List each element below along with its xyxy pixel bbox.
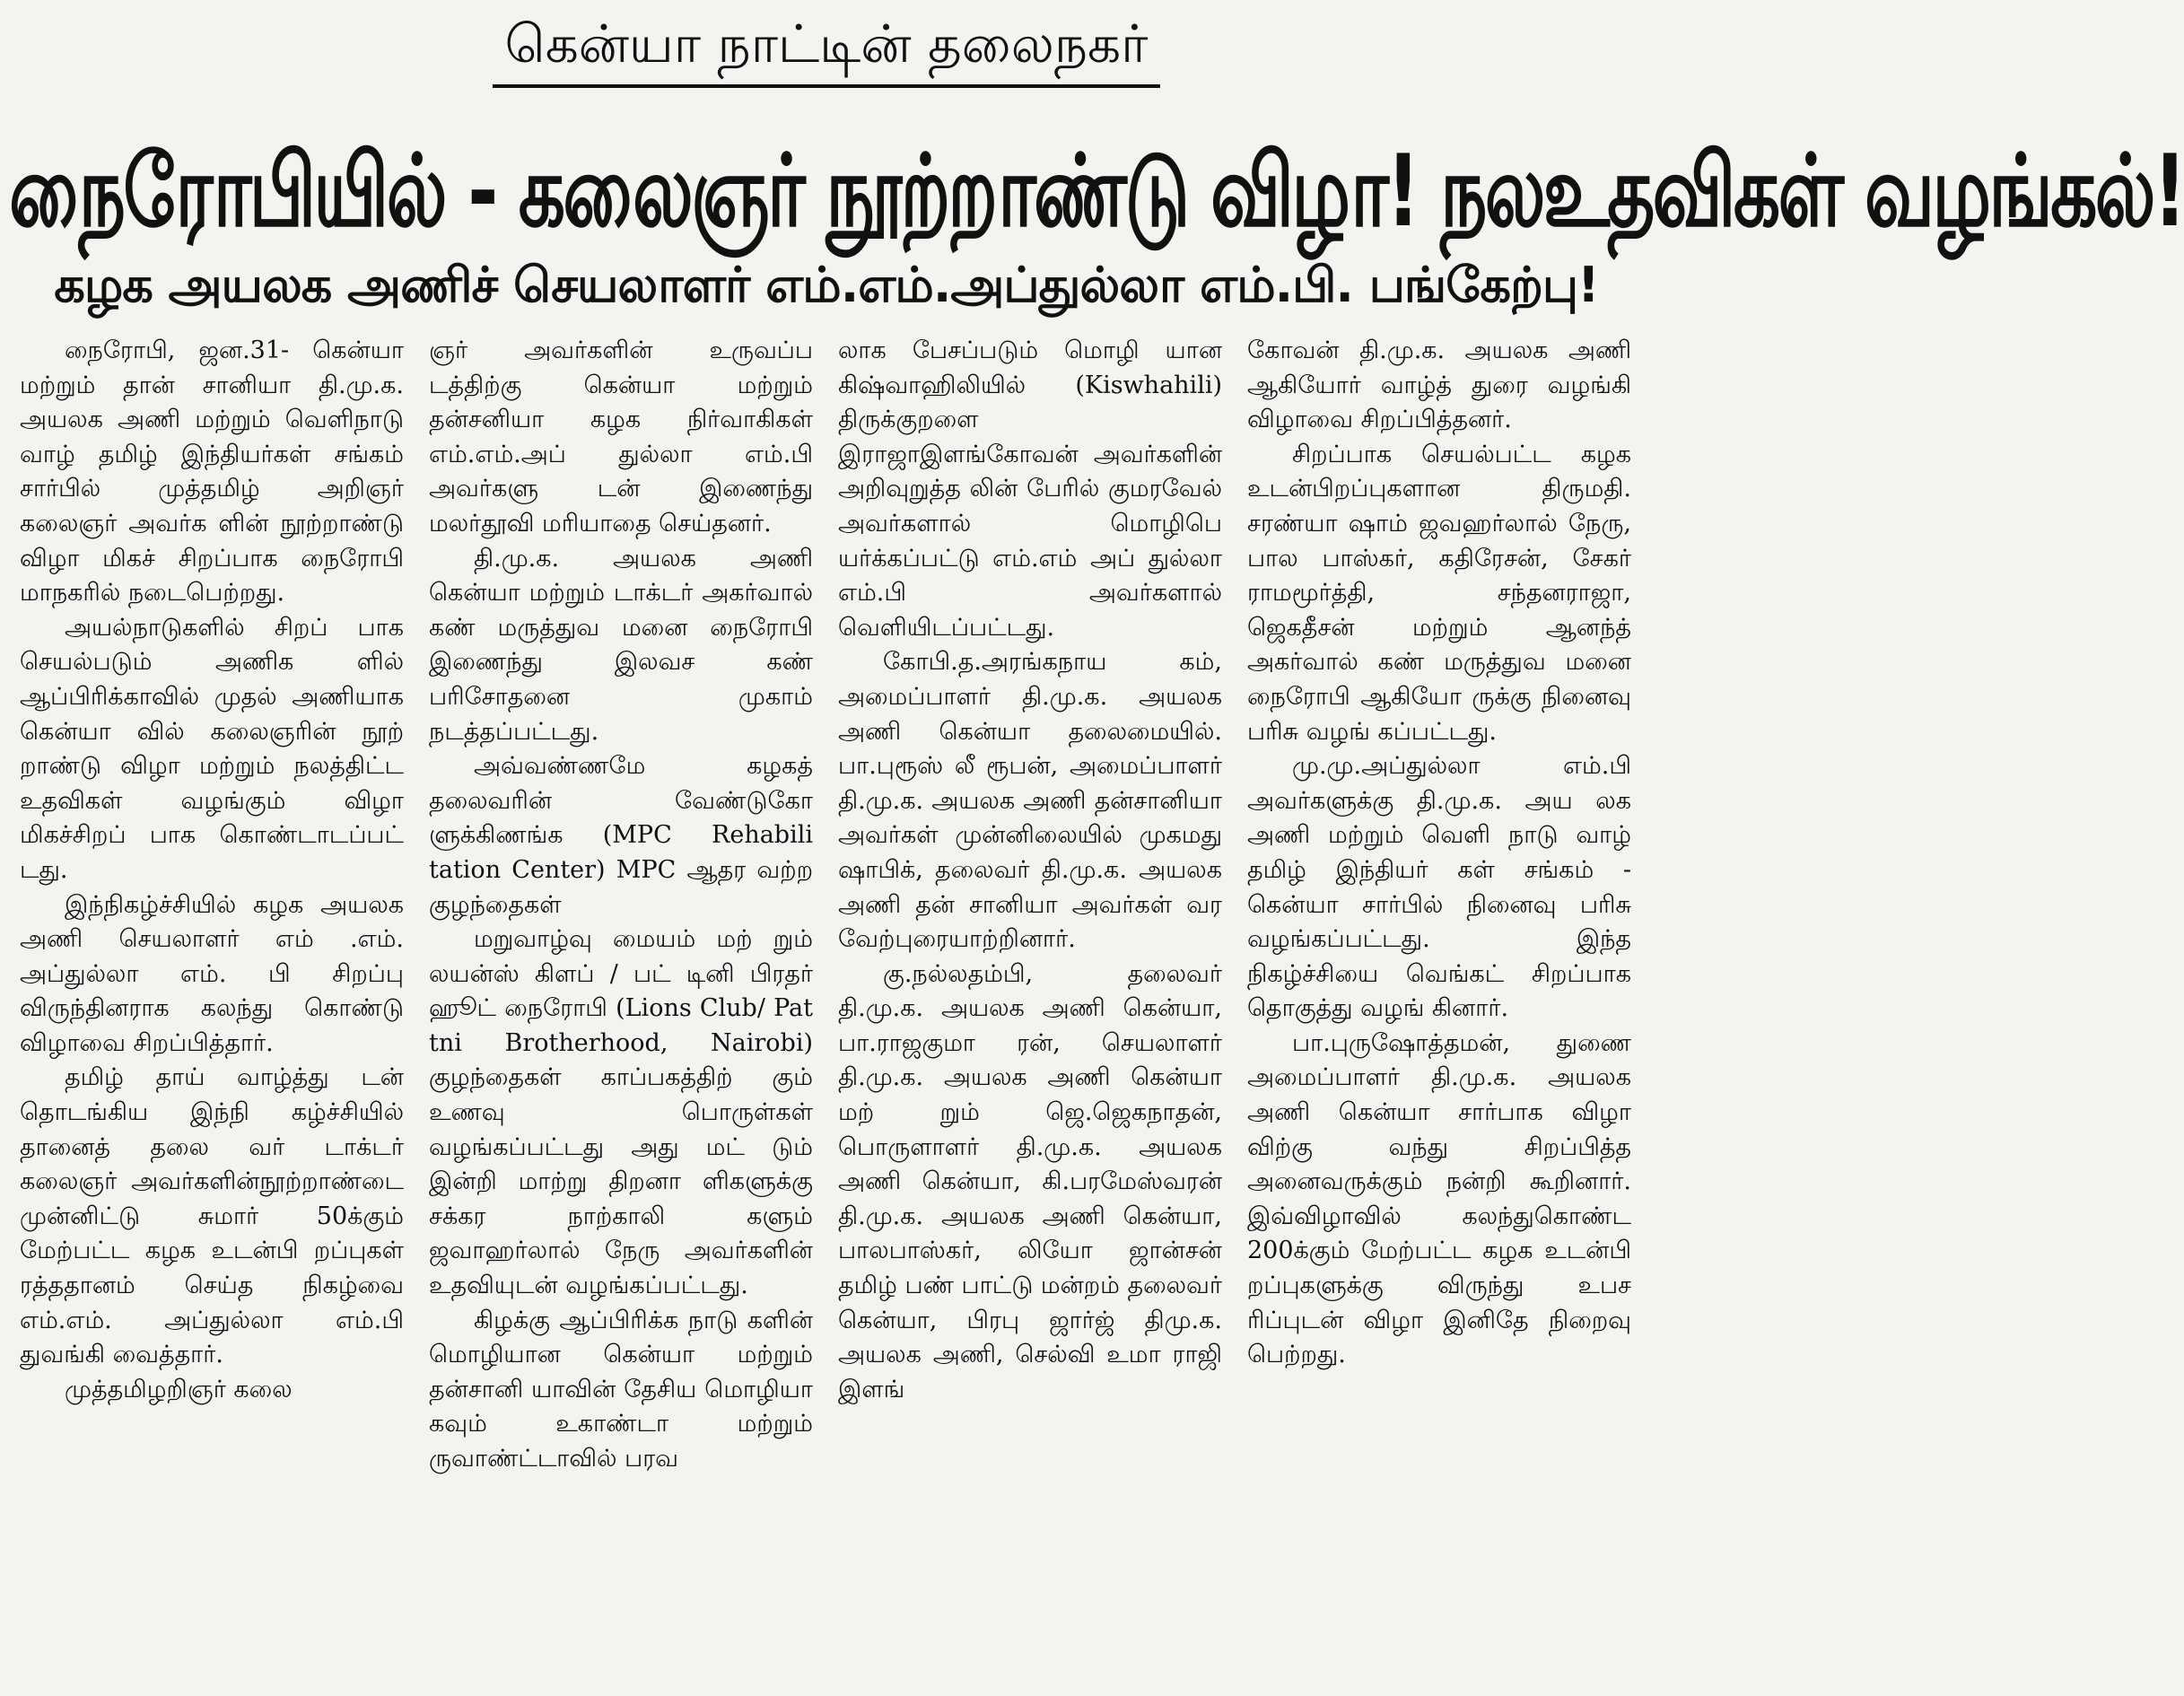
column-4 [1235, 334, 1644, 1689]
paragraph: நைரோபி, ஜன.31- கென்யா மற்றும் தான் சானியா தி.மு.க. அயலக அணி மற்றும் வெளிநாடு வாழ் தமிழ் இந்தியர்கள் சங்கம் சார்பில் முத்தமிழ் அறிஞர் கலைஞர் அவர்க ளின் நூற்றாண்டு விழா மிகச் சிறப்பாக நைரோபி மாநகரில் நடைபெற்றது. [20, 337, 404, 608]
column-3 [826, 334, 1235, 1689]
paragraph: கிழக்கு ஆப்பிரிக்க நாடு களின் மொழியான கென்யா மற்றும் தன்சானி யாவின் தேசிய மொழியா கவும் உகாண்டா மற்றும் ருவாண்ட்டாவில் பரவ [429, 1306, 813, 1473]
paragraph: கோவன் தி.மு.க. அயலக அணி ஆகியோர் வாழ்த் துரை வழங்கி விழாவை சிறப்பித்தனர். [1247, 337, 1631, 434]
paragraph: மறுவாழ்வு மையம் மற் றும் லயன்ஸ் கிளப் / பட் டினி பிரதர் ஹூட் நைரோபி (Lions Club/ Pat tni Brotherhood, Nairobi) குழந்தைகள் காப்பகத்திற் கும் உணவு பொருள்கள் வழங்கப்பட்டது அது மட் டும் இன்றி மாற்று திறனா ளிகளுக்கு சக்கர நாற்காலி களும் ஜவாஹர்லால் நேரு அவர்களின் உதவியுடன் வழங்கப்பட்டது. [429, 925, 813, 1300]
kicker: கென்யா நாட்டின் தலைநகர் [493, 13, 1161, 88]
paragraph: சிறப்பாக செயல்பட்ட கழக உடன்பிறப்புகளான திருமதி. சரண்யா ஷாம் ஜவஹர்லால் நேரு, பால பாஸ்கர், கதிரேசன், சேகர் ராமமூர்த்தி, சந்தனராஜா, ஜெகதீசன் மற்றும் ஆனந்த் அகர்வால் கண் மருத்துவ மனை நைரோபி ஆகியோ ருக்கு நினைவு பரிசு வழங் கப்பட்டது. [1247, 440, 1631, 746]
paragraph: தமிழ் தாய் வாழ்த்து டன் தொடங்கிய இந்நி கழ்ச்சியில் தானைத் தலை வர் டாக்டர் கலைஞர் அவர்களின்நூற்றாண்டை முன்னிட்டு சுமார் 50க்கும் மேற்பட்ட கழக உடன்பி றப்புகள் ரத்ததானம் செய்த நிகழ்வை எம்.எம். அப்துல்லா எம்.பி துவங்கி வைத்தார். [20, 1063, 404, 1369]
paragraph: அயல்நாடுகளில் சிறப் பாக செயல்படும் அணிக ளில் ஆப்பிரிக்காவில் முதல் அணியாக கென்யா வில் கலைஞரின் நூற் றாண்டு விழா மற்றும் நலத்திட்ட உதவிகள் வழங்கும் விழா மிகச்சிறப் பாக கொண்டாடப்பட் டது. [20, 613, 404, 884]
paragraph: ஞர் அவர்களின் உருவப்ப டத்திற்கு கென்யா மற்றும் தன்சனியா கழக நிர்வாகிகள் எம்.எம்.அப் துல்லா எம்.பி அவர்களு டன் இணைந்து மலர்தூவி மரியாதை செய்தனர். [429, 337, 813, 538]
paragraph: தி.மு.க. அயலக அணி கென்யா மற்றும் டாக்டர் அகர்வால் கண் மருத்துவ மனை நைரோபி இணைந்து இலவச கண் பரிசோதனை முகாம் நடத்தப்பட்டது. [429, 544, 813, 746]
column-1 [7, 334, 416, 1689]
kicker-wrap [0, 13, 1653, 88]
headline: நைரோபியில் - கலைஞர் நூற்றாண்டு விழா! நலஉதவிகள் வழங்கல்! [9, 134, 2184, 249]
column-2 [416, 334, 826, 1689]
paragraph: பா.புருஷோத்தமன், துணை அமைப்பாளர் தி.மு.க. அயலக அணி கென்யா சார்பாக விழா விற்கு வந்து சிறப்பித்த அனைவருக்கும் நன்றி கூறினார். இவ்விழாவில் கலந்துகொண்ட 200க்கும் மேற்பட்ட கழக உடன்பி றப்புகளுக்கு விருந்து உபச ரிப்புடன் விழா இனிதே நிறைவு பெற்றது. [1247, 1028, 1631, 1369]
subheadline: கழக அயலக அணிச் செயலாளர் எம்.எம்.அப்துல்லா எம்.பி. பங்கேற்பு! [54, 257, 1599, 313]
paragraph: லாக பேசப்படும் மொழி யான கிஷ்வாஹிலியில் (Kiswhahili) திருக்குறளை இராஜாஇளங்கோவன் அவர்களின் அறிவுறுத்த லின் பேரில் குமரவேல் அவர்களால் மொழிபெ யர்க்கப்பட்டு எம்.எம் அப் துல்லா எம்.பி அவர்களால் வெளியிடப்பட்டது. [838, 337, 1222, 642]
paragraph: அவ்வண்ணமே கழகத் தலைவரின் வேண்டுகோ ளுக்கிணங்க (MPC Rehabili tation Center) MPC ஆதர வற்ற குழந்தைகள் [429, 752, 813, 919]
paragraph: முத்தமிழறிஞர் கலை [65, 1375, 293, 1403]
article-body [7, 334, 1646, 1689]
paragraph: மு.மு.அப்துல்லா எம்.பி அவர்களுக்கு தி.மு.க. அய லக அணி மற்றும் வெளி நாடு வாழ் தமிழ் இந்தியர் கள் சங்கம் - கென்யா சார்பில் நினைவு பரிசு வழங்கப்பட்டது. இந்த நிகழ்ச்சியை வெங்கட் சிறப்பாக தொகுத்து வழங் கினார். [1247, 752, 1631, 1023]
paragraph: கோபி.த.அரங்கநாய கம், அமைப்பாளர் தி.மு.க. அயலக அணி கென்யா தலைமையில். பா.புரூஸ் லீ ரூபன், அமைப்பாளர் தி.மு.க. அயலக அணி தன்சானியா அவர்கள் முன்னிலையில் முகமது ஷாபிக், தலைவர் தி.மு.க. அயலக அணி தன் சானியா அவர்கள் வர வேற்புரையாற்றினார். [838, 648, 1222, 954]
paragraph: இந்நிகழ்ச்சியில் கழக அயலக அணி செயலாளர் எம் .எம். அப்துல்லா எம். பி சிறப்பு விருந்தினராக கலந்து கொண்டு விழாவை சிறப்பித்தார். [20, 890, 404, 1057]
paragraph: கு.நல்லதம்பி, தலைவர் தி.மு.க. அயலக அணி கென்யா, பா.ராஜகுமா ரன், செயலாளர் தி.மு.க. அயலக அணி கென்யா மற் றும் ஜெ.ஜெகநாதன், பொருளாளர் தி.மு.க. அயலக அணி கென்யா, கி.பரமேஸ்வரன் தி.மு.க. அயலக அணி கென்யா, பாலபாஸ்கர், லியோ ஜான்சன் தமிழ் பண் பாட்டு மன்றம் தலைவர் கென்யா, பிரபு ஜார்ஜ் திமு.க. அயலக அணி, செல்வி உமா ராஜி இளங் [838, 959, 1222, 1403]
